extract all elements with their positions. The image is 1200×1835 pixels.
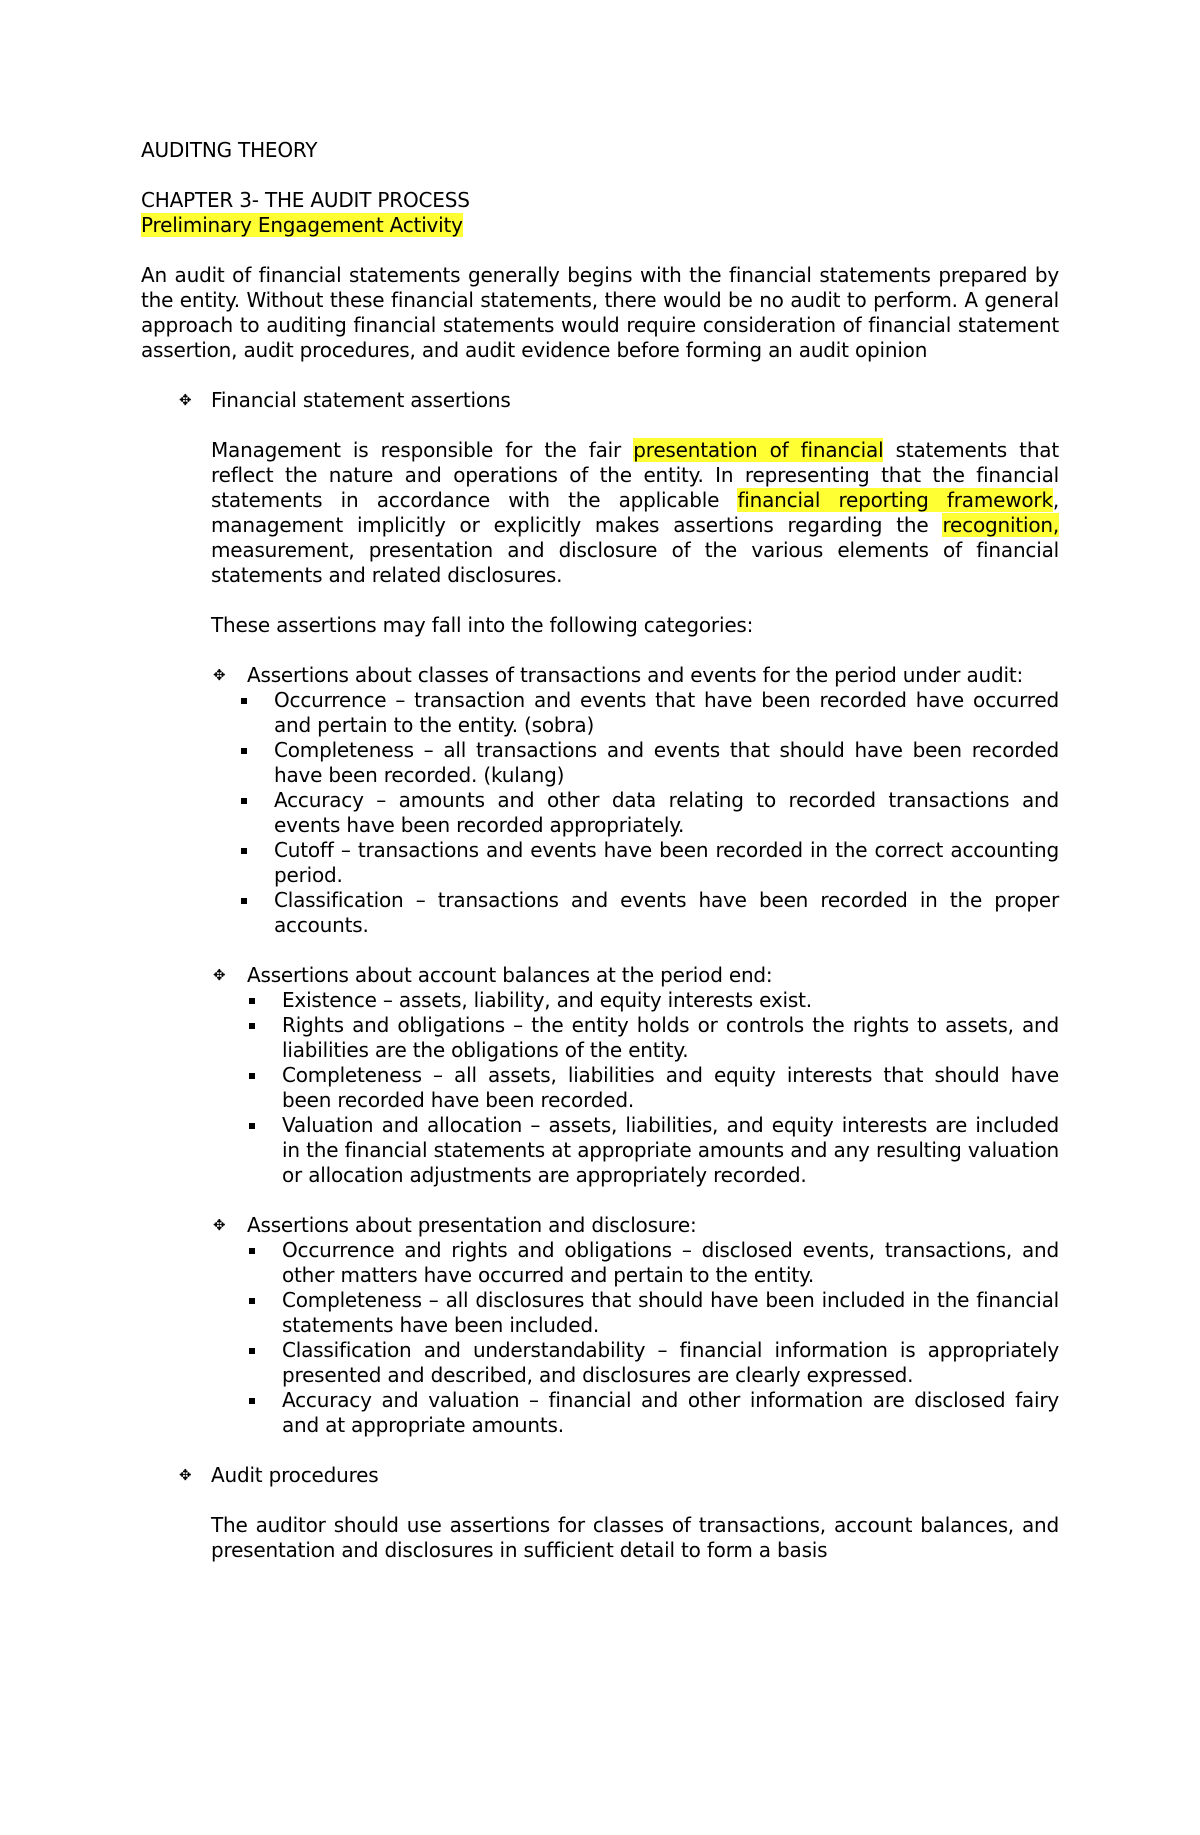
list-item [141, 1288, 1059, 1338]
list-item [141, 688, 1059, 738]
square-bullet-icon [249, 998, 255, 1004]
spacer [141, 1438, 1059, 1463]
text-run: statements that reflect the nature and operations of the entity. In representing that the financial statements in accordance with the applicable [211, 438, 1059, 512]
list-item-text: Cutoff – transactions and events have been recorded in the correct accounting period. [274, 838, 1059, 887]
list-item [141, 888, 1059, 938]
section-heading [141, 213, 1059, 238]
list-item-text: Accuracy and valuation – financial and other information are disclosed fairy and at appropriate amounts. [282, 1388, 1059, 1437]
spacer [141, 1488, 1059, 1513]
intro-paragraph: An audit of financial statements generally begins with the financial statements prepared by the entity. Without these financial statements, there would be no audit to perform. A general approach to auditing financial statements would require consideration of financial statement assertion, audit procedures, and audit evidence before forming an audit opinion [141, 263, 1059, 362]
bullet-label: Financial statement assertions [211, 388, 511, 412]
highlight-run: presentation of financial [633, 438, 884, 462]
flower-bullet-icon: ✥ [213, 666, 226, 684]
bullet-label: Assertions about classes of transactions and events for the period under audit: [247, 663, 1024, 687]
list-item [141, 1338, 1059, 1388]
bullet-audit-procedures [141, 1463, 1059, 1488]
spacer [141, 1188, 1059, 1213]
spacer [141, 588, 1059, 613]
highlight-run: financial reporting framework [737, 488, 1053, 512]
square-bullet-icon [241, 848, 247, 854]
flower-bullet-icon: ✥ [213, 966, 226, 984]
bullet-balances [141, 963, 1059, 988]
list-item [141, 1063, 1059, 1113]
spacer [141, 638, 1059, 663]
text-run: Management is responsible for the fair [211, 438, 634, 462]
square-bullet-icon [249, 1073, 255, 1079]
list-item [141, 1238, 1059, 1288]
list-item-text: Completeness – all assets, liabilities and equity interests that should have been recorded have been recorded. [282, 1063, 1059, 1112]
chapter-title: CHAPTER 3- THE AUDIT PROCESS [141, 188, 470, 212]
square-bullet-icon [249, 1398, 255, 1404]
spacer [141, 163, 1059, 188]
highlight-run: recognition, [942, 513, 1059, 537]
spacer [141, 413, 1059, 438]
square-bullet-icon [249, 1348, 255, 1354]
list-item [141, 838, 1059, 888]
list-item-text: Completeness – all transactions and events that should have been recorded have been recorded. (kulang) [274, 738, 1059, 787]
flower-bullet-icon: ✥ [213, 1216, 226, 1234]
list-item-text: Existence – assets, liability, and equity interests exist. [282, 988, 812, 1012]
list-item [141, 1388, 1059, 1438]
bullet-classes [141, 663, 1059, 688]
square-bullet-icon [249, 1248, 255, 1254]
spacer [141, 938, 1059, 963]
square-bullet-icon [249, 1023, 255, 1029]
bullet-label: Audit procedures [211, 1463, 379, 1487]
square-bullet-icon [249, 1298, 255, 1304]
list-item-text: Classification – transactions and events have been recorded in the proper accounts. [274, 888, 1059, 937]
square-bullet-icon [241, 898, 247, 904]
bullet-presentation [141, 1213, 1059, 1238]
square-bullet-icon [241, 698, 247, 704]
list-item [141, 1113, 1059, 1188]
flower-bullet-icon: ✥ [179, 391, 192, 409]
text-run: measurement, presentation and disclosure of the various elements of financial statements and related disclosures. [211, 538, 1059, 587]
list-item [141, 788, 1059, 838]
text-run: , management implicitly or explicitly makes assertions regarding the [211, 488, 1059, 537]
square-bullet-icon [241, 798, 247, 804]
list-item [141, 738, 1059, 788]
procedures-paragraph: The auditor should use assertions for classes of transactions, account balances, and presentation and disclosures in sufficient detail to form a basis [211, 1513, 1059, 1562]
bullet-label: Assertions about account balances at the period end: [247, 963, 773, 987]
categories-intro: These assertions may fall into the following categories: [211, 613, 754, 637]
square-bullet-icon [249, 1123, 255, 1129]
management-paragraph [141, 438, 1059, 588]
list-item-text: Completeness – all disclosures that should have been included in the financial statements have been included. [282, 1288, 1059, 1337]
list-item-text: Rights and obligations – the entity holds or controls the rights to assets, and liabilities are the obligations of the entity. [282, 1013, 1059, 1062]
doc-title: AUDITNG THEORY [141, 138, 318, 162]
section-heading-highlight: Preliminary Engagement Activity [141, 213, 463, 237]
spacer [141, 238, 1059, 263]
list-item [141, 1013, 1059, 1063]
square-bullet-icon [241, 748, 247, 754]
document-page [141, 138, 1059, 1563]
list-item-text: Occurrence and rights and obligations – disclosed events, transactions, and other matters have occurred and pertain to the entity. [282, 1238, 1059, 1287]
bullet-fs-assertions [141, 388, 1059, 413]
list-item-text: Accuracy – amounts and other data relating to recorded transactions and events have been recorded appropriately. [274, 788, 1059, 837]
flower-bullet-icon: ✥ [179, 1466, 192, 1484]
list-item-text: Occurrence – transaction and events that have been recorded have occurred and pertain to the entity. (sobra) [274, 688, 1059, 737]
bullet-label: Assertions about presentation and disclosure: [247, 1213, 697, 1237]
spacer [141, 363, 1059, 388]
list-item-text: Classification and understandability – financial information is appropriately presented and described, and disclosures are clearly expressed. [282, 1338, 1059, 1387]
list-item-text: Valuation and allocation – assets, liabilities, and equity interests are included in the financial statements at appropriate amounts and any resulting valuation or allocation adjustments are appropriately recorded. [282, 1113, 1059, 1187]
list-item [141, 988, 1059, 1013]
